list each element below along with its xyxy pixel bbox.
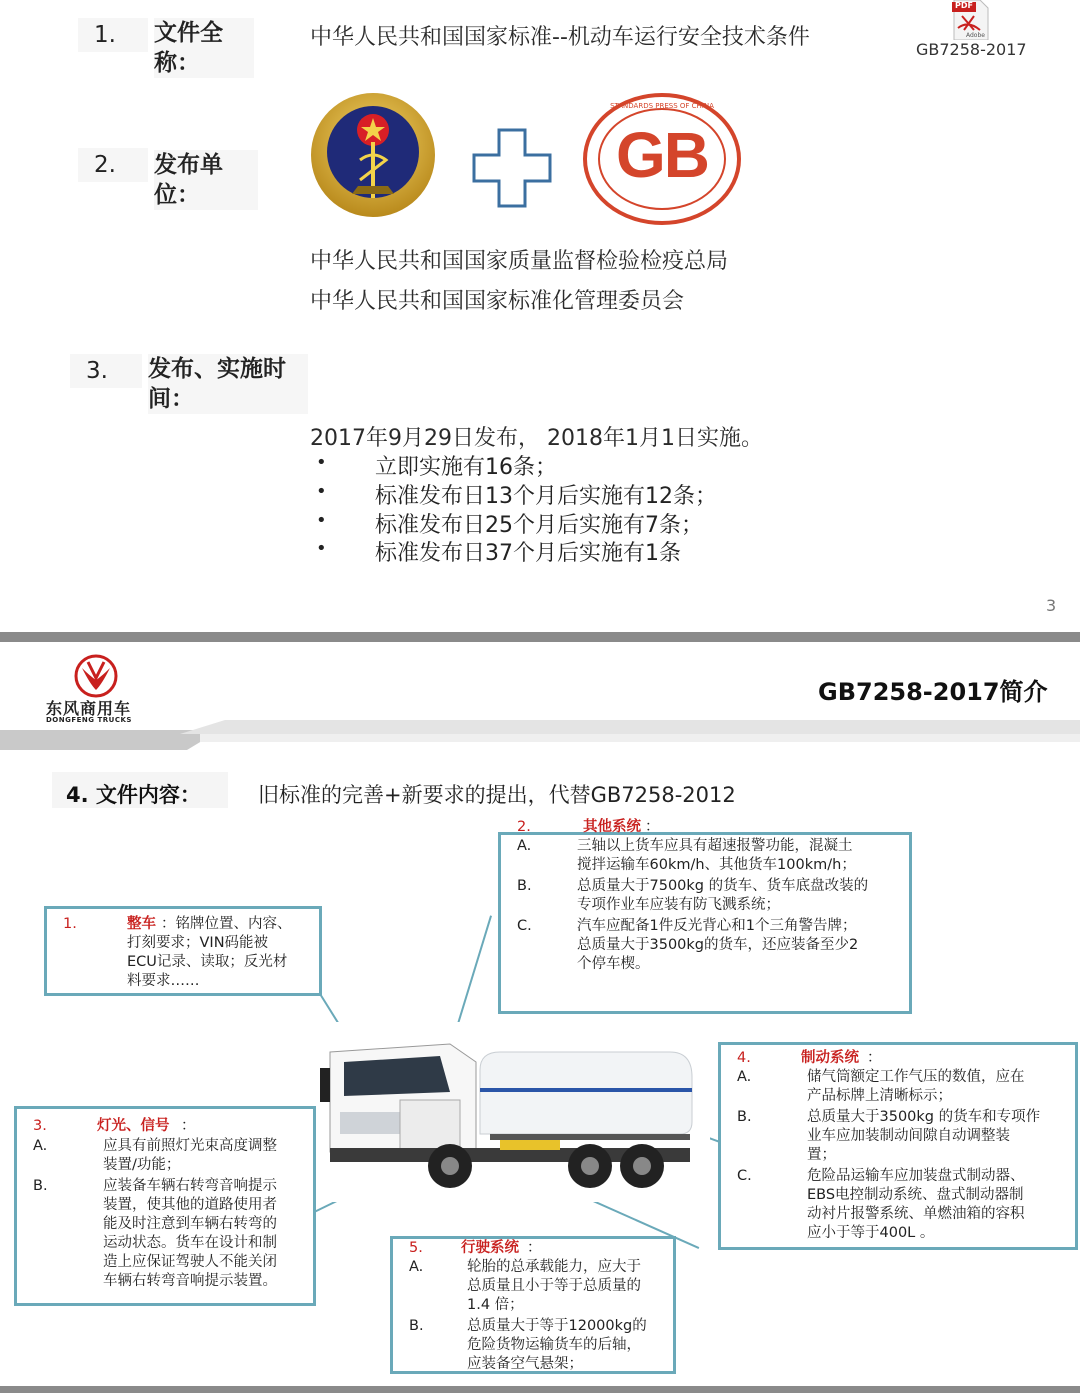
dongfeng-logo-icon xyxy=(74,654,118,698)
callout2-number: 2. xyxy=(517,819,531,835)
pdf-filename[interactable]: GB7258-2017 xyxy=(916,40,1027,59)
callout5-line: 危险货物运输货车的后轴， xyxy=(467,1337,641,1353)
bullet-dot: • xyxy=(316,481,327,502)
callout1-line: 打刻要求；VIN码能被 xyxy=(127,935,269,951)
aqsiq-emblem-logo xyxy=(308,90,438,220)
callout2-key: B. xyxy=(517,878,532,894)
plus-icon xyxy=(472,128,552,208)
callout3-line: 应具有前照灯光束高度调整 xyxy=(103,1138,277,1154)
callout3-number: 3. xyxy=(33,1118,47,1134)
document-full-name: 中华人民共和国国家标准--机动车运行安全技术条件 xyxy=(310,25,810,50)
connector-2 xyxy=(457,915,492,1024)
callout1-number: 1. xyxy=(63,916,77,932)
bottom-divider xyxy=(0,1386,1080,1393)
callout4-line: 业车应加装制动间隙自动调整装 xyxy=(807,1128,1010,1144)
callout4-key: C. xyxy=(737,1168,752,1184)
callout4-title: 制动系统 xyxy=(801,1050,859,1066)
gb-standard-logo xyxy=(582,92,742,226)
row1-label: 文件全称： xyxy=(154,18,254,78)
callout3-line: 运动状态。货车在设计和制 xyxy=(103,1235,277,1251)
callout-other-systems xyxy=(498,819,912,1014)
bullet-1: 立即实施有16条； xyxy=(375,455,557,480)
callout1-title: 整车 xyxy=(127,916,156,932)
release-dates: 2017年9月29日发布， 2018年1月1日实施。 xyxy=(310,426,763,451)
bullet-dot: • xyxy=(316,510,327,531)
bullet-4: 标准发布日37个月后实施有1条 xyxy=(375,541,681,566)
gb-logo-ring-text: STANDARDS PRESS OF CHINA xyxy=(610,102,714,110)
callout4-colon: ： xyxy=(867,1050,882,1066)
callout2-line: 总质量大于7500kg 的货车、货车底盘改装的 xyxy=(577,878,869,894)
row2-label: 发布单位： xyxy=(154,150,258,210)
callout2-line: 三轴以上货车应具有超速报警功能，混凝土 xyxy=(577,838,853,854)
callout3-line: 应装备车辆右转弯音响提示 xyxy=(103,1178,277,1194)
row1-number: 1. xyxy=(78,18,148,52)
callout2-line: 汽车应配备1件反光背心和1个三角警告牌； xyxy=(577,918,857,934)
row3-label: 发布、实施时间： xyxy=(148,354,308,414)
section-text: 旧标准的完善+新要求的提出，代替GB7258-2012 xyxy=(258,783,736,807)
callout-vehicle xyxy=(44,906,322,996)
callout3-line: 能及时注意到车辆右转弯的 xyxy=(103,1216,277,1232)
callout3-key: A. xyxy=(33,1138,48,1154)
callout4-number: 4. xyxy=(737,1050,751,1066)
callout5-line: 1.4 倍； xyxy=(467,1297,524,1313)
pdf-icon-label: PDF xyxy=(955,1,973,10)
callout4-line: 总质量大于3500kg 的货车和专项作 xyxy=(807,1109,1041,1125)
callout4-line: 应小于等于400L 。 xyxy=(807,1225,935,1241)
issuer-line-2: 中华人民共和国国家标准化管理委员会 xyxy=(310,289,685,314)
callout2-key: C. xyxy=(517,918,532,934)
pdf-file-icon[interactable] xyxy=(952,0,990,40)
callout3-colon: ： xyxy=(181,1118,196,1134)
row2-number: 2. xyxy=(78,148,148,182)
tanker-truck-image xyxy=(300,1022,710,1202)
callout4-line: 储气筒额定工作气压的数值，应在 xyxy=(807,1069,1025,1085)
gb-logo-text: GB xyxy=(616,119,708,191)
callout-running-system xyxy=(390,1236,676,1374)
bullet-dot: • xyxy=(316,452,327,473)
callout2-title: 其他系统 xyxy=(583,819,641,835)
bullet-3: 标准发布日25个月后实施有7条； xyxy=(375,513,703,538)
callout3-line: 装置，使其他的道路使用者 xyxy=(103,1197,277,1213)
slide-title: GB7258-2017简介 xyxy=(818,678,1048,706)
callout4-line: EBS电控制动系统、盘式制动器制 xyxy=(807,1187,1024,1203)
callout5-line: 总质量大于等于12000kg的 xyxy=(467,1318,647,1334)
callout1-text: ：铭牌位置、内容、 xyxy=(161,916,292,932)
callout2-line: 个停车楔。 xyxy=(577,956,650,972)
callout-brake-system xyxy=(718,1042,1078,1250)
slide-2 xyxy=(0,642,1080,1385)
page-number: 3 xyxy=(1046,596,1057,615)
callout5-line: 轮胎的总承载能力，应大于 xyxy=(467,1259,641,1275)
callout4-line: 危险品运输车应加装盘式制动器、 xyxy=(807,1168,1025,1184)
bullet-dot: • xyxy=(316,538,327,559)
callout1-line: 料要求…… xyxy=(127,973,200,989)
brand-name-cn: 东风商用车 xyxy=(46,699,132,718)
issuer-line-1: 中华人民共和国国家质量监督检验检疫总局 xyxy=(310,249,729,274)
callout-lights-signals xyxy=(14,1106,316,1306)
callout4-key: B. xyxy=(737,1109,752,1125)
callout4-key: A. xyxy=(737,1069,752,1085)
callout3-line: 造上应保证驾驶人不能关闭 xyxy=(103,1254,277,1270)
callout5-line: 总质量且小于等于总质量的 xyxy=(467,1278,641,1294)
callout3-line: 车辆右转弯音响提示装置。 xyxy=(103,1273,277,1289)
callout5-key: B. xyxy=(409,1318,424,1334)
callout5-key: A. xyxy=(409,1259,424,1275)
callout2-line: 专项作业车应装有防飞溅系统； xyxy=(577,897,780,913)
callout3-key: B. xyxy=(33,1178,48,1194)
callout2-colon: ： xyxy=(645,819,660,835)
callout4-line: 动衬片报警系统、单燃油箱的容积 xyxy=(807,1206,1025,1222)
header-band-light xyxy=(180,720,1080,734)
callout5-title: 行驶系统 xyxy=(461,1240,519,1256)
callout4-line: 产品标牌上清晰标示； xyxy=(807,1088,952,1104)
callout4-line: 置； xyxy=(807,1147,836,1163)
callout5-line: 应装备空气悬架； xyxy=(467,1356,583,1372)
callout5-number: 5. xyxy=(409,1240,423,1256)
slide-1 xyxy=(0,0,1080,632)
callout2-key: A. xyxy=(517,838,532,854)
callout3-title: 灯光、信号 xyxy=(97,1118,170,1134)
callout5-colon: ： xyxy=(527,1240,542,1256)
pdf-icon-sub: Adobe xyxy=(966,32,985,39)
callout2-line: 搅拌运输车60km/h、其他货车100km/h； xyxy=(577,857,856,873)
callout2-line: 总质量大于3500kg的货车，还应装备至少2 xyxy=(577,937,859,953)
callout3-line: 装置/功能； xyxy=(103,1157,181,1173)
header-band-lower xyxy=(200,734,1080,742)
section-label: 4. 文件内容： xyxy=(66,783,201,807)
brand-name-en: DONGFENG TRUCKS xyxy=(46,716,132,724)
slide-divider xyxy=(0,632,1080,642)
row3-number: 3. xyxy=(70,354,142,388)
bullet-2: 标准发布日13个月后实施有12条； xyxy=(375,484,717,509)
callout1-line: ECU记录、读取；反光材 xyxy=(127,954,288,970)
